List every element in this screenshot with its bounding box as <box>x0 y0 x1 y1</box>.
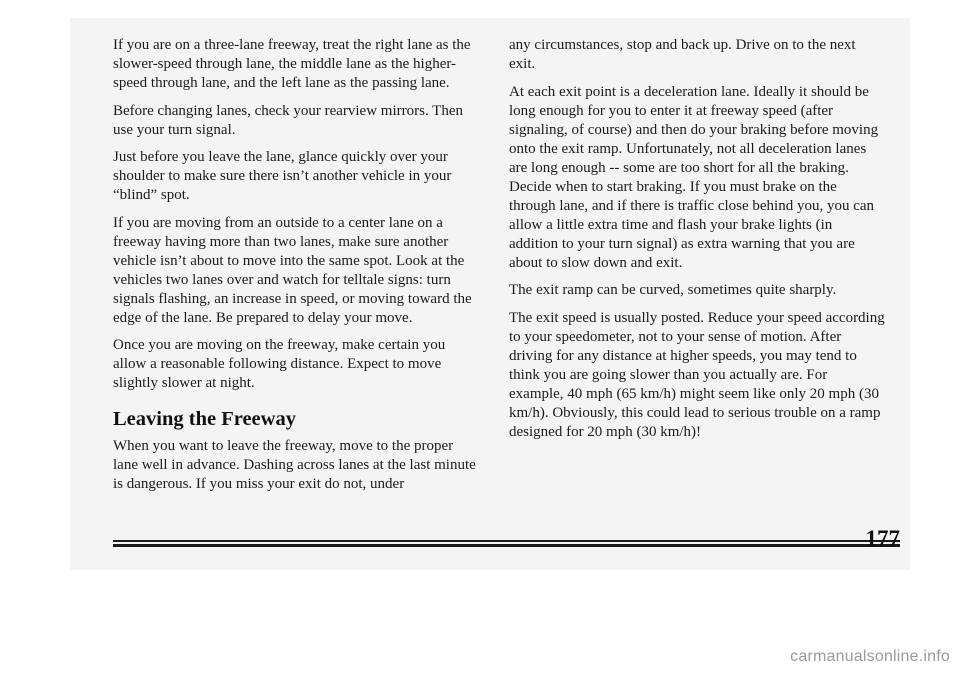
paragraph-next-exit: any circumstances, stop and back up. Drive on to the next exit. <box>509 37 856 72</box>
left-column <box>113 36 481 503</box>
watermark-logo: carmanualsonline.info <box>790 648 950 665</box>
paragraph-blind-spot: Just before you leave the lane, glance quickly over your shoulder to make sure there isn’t another vehicle in your “blind” spot. <box>113 149 452 203</box>
paragraph-changing-lanes: Before changing lanes, check your rearview mirrors. Then use your turn signal. <box>113 102 464 138</box>
paragraph-center-lane: If you are moving from an outside to a center lane on a freeway having more than two lanes, make sure another vehicle isn’t about to move into the same spot. Look at the vehicles two lanes over and watch for telltale signs: turn signals flashing, an increase in speed, or moving toward the edge of the lane. Be prepared to delay your move. <box>113 214 472 326</box>
paragraph-exit-ramp: The exit ramp can be curved, sometimes quite sharply. <box>509 282 837 298</box>
manual-page <box>70 18 910 570</box>
paragraph-three-lane-freeway: If you are on a three-lane freeway, treat the right lane as the slower-speed through lane, the middle lane as the higher-speed through lane, and the left lane as the passing lane. <box>113 37 471 91</box>
page-number: 177 <box>865 526 900 551</box>
section-heading-leaving-freeway: Leaving the Freeway <box>113 408 296 430</box>
footer-rule-thick <box>113 544 900 547</box>
paragraph-deceleration-lane: At each exit point is a deceleration lane. Ideally it should be long enough for you to enter it at freeway speed (after signaling, of course) and then do your braking before moving onto the exit ramp. Unfortunately, not all deceleration lanes are long enough -- some are too short for all the braking. Decide when to start braking. If you must brake on the through lane, and if there is traffic close behind you, you can allow a little extra time and flash your brake lights (in addition to your turn signal) as extra warning that you are about to slow down and exit. <box>509 83 879 271</box>
footer-rule-thin <box>113 540 900 542</box>
right-column <box>509 36 885 450</box>
paragraph-exit-speed: The exit speed is usually posted. Reduce your speed according to your speedometer, not to your sense of motion. After driving for any distance at higher speeds, you may tend to think you are going slower than you actually are. For example, 40 mph (65 km/h) might seem like only 20 mph (30 km/h). Obviously, this could lead to serious trouble on a ramp designed for 20 mph (30 km/h)! <box>509 309 885 440</box>
paragraph-leave-freeway: When you want to leave the freeway, move to the proper lane well in advance. Dashing across lanes at the last minute is dangerous. If you miss your exit do not, under <box>113 438 476 492</box>
paragraph-following-distance: Once you are moving on the freeway, make certain you allow a reasonable following distance. Expect to move slightly slower at night. <box>113 337 446 391</box>
